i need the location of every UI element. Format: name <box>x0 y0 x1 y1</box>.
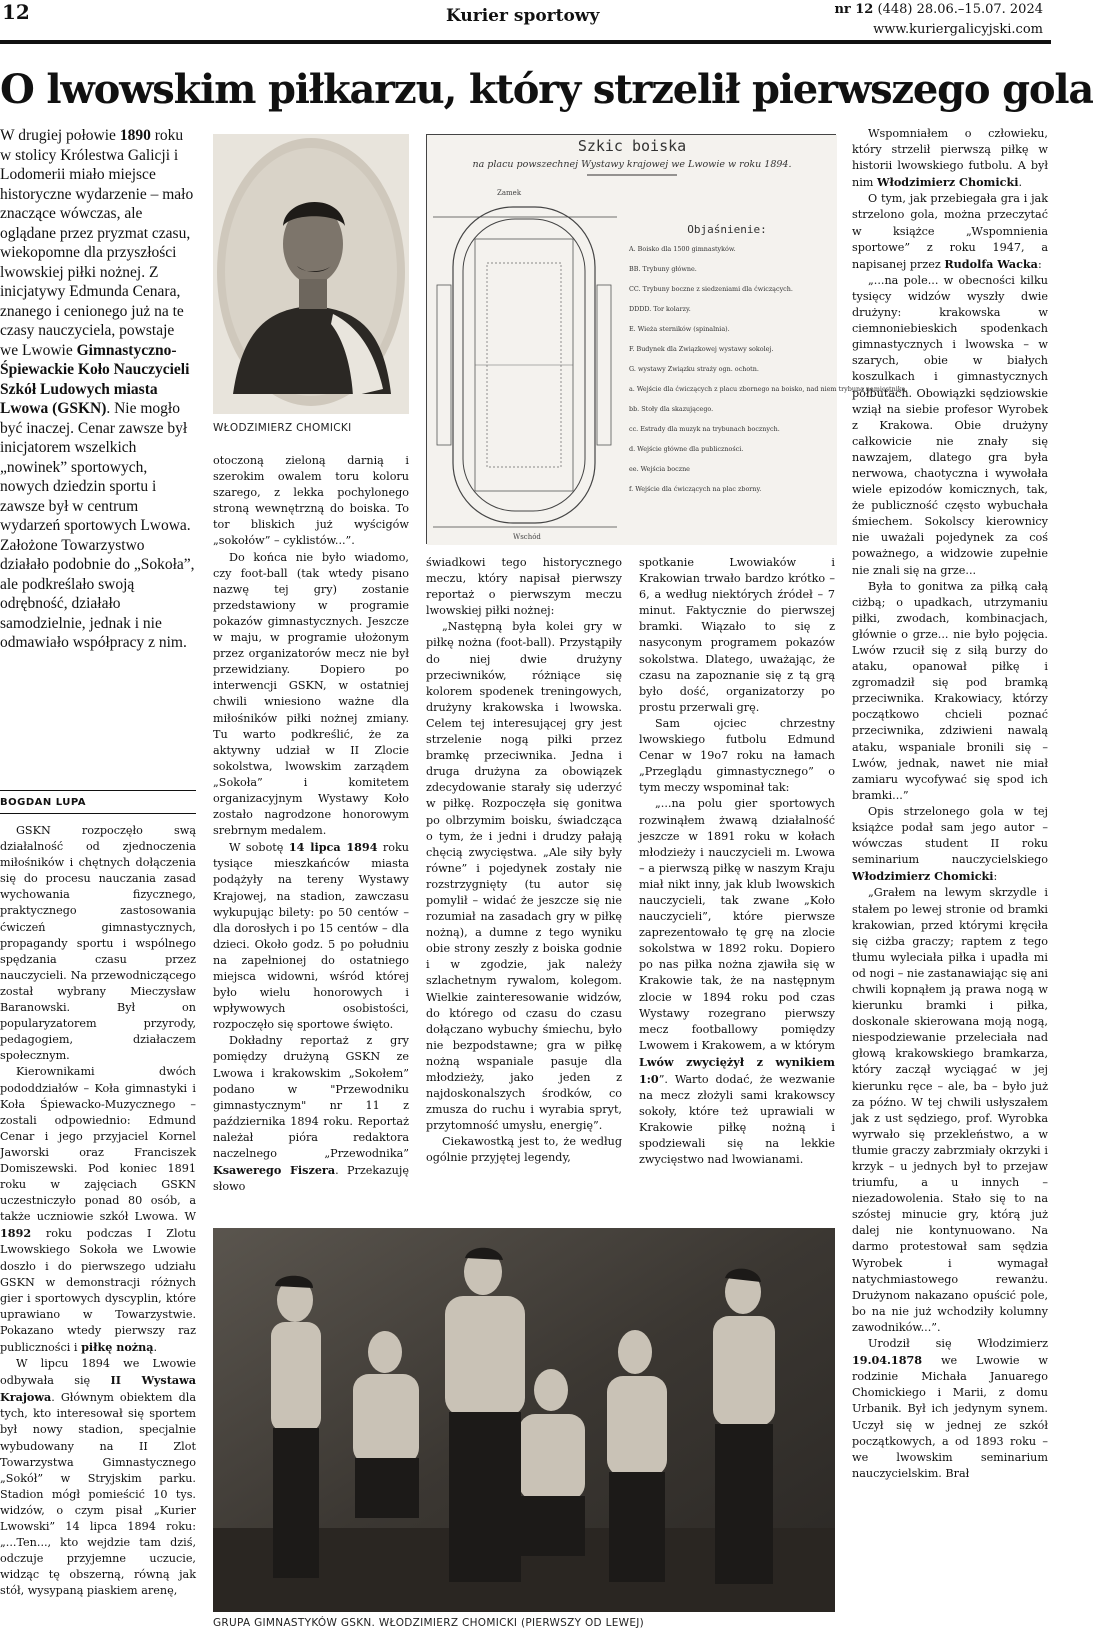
paragraph: Dokładny reportaż z gry pomiędzy drużyną GSKN ze Lwowa i krakowskim „Sokołem” podano w "Przewodniku gimnastycznym" nr 11 z października 1894 roku. Reportaż należał pióra redaktora naczelnego „Przewodnika” Ksawerego Fiszera. Przekazuję słowo <box>213 1034 409 1194</box>
article-column-2 <box>213 453 409 1221</box>
website-link[interactable]: www.kuriergalicyjski.com <box>873 22 1043 37</box>
portrait-photo <box>213 134 409 414</box>
lead-text: roku w stolicy Królestwa Galicji i Lodomerii miało miejsce historyczne wydarzenie – mało znaczące wówczas, ale oglądane przez pryzmat czasu, wiekopomne dla przyszłości lwowskiej piłki nożnej. Z inicjatywy Edmunda Cenara, znanego i cenionego już na te czasy nauczyciela, powstaje we Lwowie <box>0 127 194 359</box>
byline-rule <box>0 790 196 791</box>
sketch-subtitle: na placu powszechnej Wystawy krajowej we Lwowie w roku 1894. <box>472 159 792 170</box>
legend-title: Objaśnienie: <box>687 223 767 236</box>
group-photo <box>213 1228 835 1612</box>
legend-item: bb. Stoły dla skazującego. <box>629 405 714 413</box>
lead-text: W drugiej połowie <box>0 127 120 144</box>
issue-info <box>834 0 1043 40</box>
article-column-4 <box>639 555 835 1221</box>
issue-dates: (448) 28.06.–15.07. 2024 <box>873 2 1043 17</box>
legend-item: DDDD. Tor kolarzy. <box>629 305 691 313</box>
legend-item: A. Boisko dla 1500 gimnastyków. <box>629 245 736 253</box>
sketch-label-top: Zamek <box>497 189 522 197</box>
paragraph: „Następną była kolei gry w piłkę nożna (foot-ball). Przystąpiły do niej dwie drużyny przeciwników, różniące się kolorem spodenek treningowych, drużyny krakowska i lwowska. Celem tej interesującej gry jest strzelenie nogą piłki przez bramkę przeciwnika. Jedna i druga drużyna za obowiązek zdecydowanie starały się uderzyć w piłkę. Rozpoczęła się gonitwa po olbrzymim boisku, świadcząca o tym, że i jedni i drudzy pałają chęcią zwycięstwa. „Ale siły były równe” i pojedynek zostały nie rozstrzygnięty (tu autor się pomylił – widać że jeszcze się nie rozumiał na zasadach gry w piłkę nożną), a dumne z tego wyniku obie strony zeszły z boiska godnie i w zgodzie, jak należy szlachetnym rywalom, kolegom. Wielkie zainteresowanie widzów, do którego od czasu do czasu dołączano wybuchy śmiechu, było nie bezpodstawne; gra w piłkę nożną wspaniale pasuje dla młodzieży, jako jeden z najdoskonalszych środków, co zmusza do ruchu i wyrabia spryt, przytomność umysłu, energię”. <box>426 620 622 1133</box>
article-lead <box>0 126 196 653</box>
legend-item: a. Wejście dla ćwiczących z placu zbornego na boisko, nad niem trybuna namiestnika. <box>629 385 908 393</box>
article-headline: O lwowskim piłkarzu, który strzelił pierwszego gola <box>0 66 1093 113</box>
paragraph: W lipcu 1894 we Lwowie odbywała się II Wystawa Krajowa. Głównym obiektem dla tych, kto interesował się sportem był nowy stadion, specjalnie wybudowany na II Zlot Towarzystwa Gimnastycznego „Sokół” w Stryjskim parku. Stadion mógł pomieścić 10 tys. widzów, o czym pisał „Kurier Lwowski” 14 lipca 1894 roku: „...Ten..., kto wejdzie tam dziś, odczuje przyjemne uczucie, widząc tę obszerną, równą jak stół, wysypaną piaskiem arenę, <box>0 1357 196 1598</box>
paragraph: Kierownikami dwóch pododdziałów – Koła gimnastyki i Koła Śpiewacko-Muzycznego – zostali odpowiednio: Edmund Cenar i jego przyjaciel Kornel Jaworski oraz Franciszek Domiszewski. Pod koniec 1891 roku w zajęciach GSKN uczestniczyło ponad 80 osób, a także uczniowie szkół Lwowa. W 1892 roku podczas I Zlotu Lwowskiego Sokoła we Lwowie doszło i do pierwszego udziału GSKN w demonstracji różnych gier i sportowych dyscyplin, które uprawiano w Towarzystwie. Pokazano wtedy pierwszy raz publiczności i piłkę nożną. <box>0 1065 196 1354</box>
paragraph: Urodził się Włodzimierz 19.04.1878 we Lwowie w rodzinie Michała Januarego Chomickiego i Marii, z domu Urbanik. Był ich jedynym synem. Uczył się w jednej ze szkół początkowych, a od 1893 roku – we lwowskim seminarium nauczycielskim. Brał <box>852 1337 1048 1480</box>
legend-item: E. Wieża sterników (spinalnia). <box>629 325 730 333</box>
portrait-caption: WŁODZIMIERZ CHOMICKI <box>213 422 352 434</box>
legend-item: d. Wejście główne dla publiczności. <box>629 445 744 453</box>
paragraph: W sobotę 14 lipca 1894 roku tysiące mieszkańców miasta podążyły na tereny Wystawy Krajowej, na stadion, zawczasu wykupując bilety: po 50 centów – dla dorosłych i po 15 centów – dla dzieci. Około godz. 5 po południu na zapełnionej do ostatniego miejsca widowni, wśród której było wielu honorowych i wpływowych osobistości, rozpoczęło się sportowe święto. <box>213 840 409 1032</box>
lead-text: . Nie mogło być inaczej. Cenar zawsze był inicjatorem wszelkich „nowinek” sportowych, nowych dziedzin sportu i zawsze był w centrum wydarzeń sportowych Lwowa. Założone Towarzystwo działało podobnie do „Sokoła”, ale podkreślało swoją odrębność, działało samodzielnie, jednak i nie odmawiało współpracy z nim. <box>0 400 195 651</box>
header-rule <box>0 40 1051 44</box>
paragraph: świadkowi tego historycznego meczu, który napisał pierwszy reportaż o pierwszym meczu lwowskiej piłki nożnej: <box>426 556 622 618</box>
page-header <box>0 0 1051 44</box>
byline-rule <box>0 813 196 814</box>
lead-org: Gimnastyczno-Śpiewackie Koło Nauczycieli Szkół Ludowych miasta Lwowa (GSKN) <box>0 341 190 417</box>
article-column-1 <box>0 823 196 1623</box>
paragraph: O tym, jak przebiegała gra i jak strzelono gola, można przeczytać w książce „Wspomnienia sportowe” z roku 1947, a napisanej przez Rudolfa Wacka: <box>852 192 1048 271</box>
author-byline: BOGDAN LUPA <box>0 797 87 808</box>
paragraph: Wspomniałem o człowieku, który strzelił pierwszą piłkę w historii lwowskiego futbolu. A był nim Włodzimierz Chomicki. <box>852 127 1048 190</box>
issue-number: nr 12 <box>834 2 874 17</box>
photo-caption: GRUPA GIMNASTYKÓW GSKN. WŁODZIMIERZ CHOMICKI (PIERWSZY OD LEWEJ) <box>213 1617 645 1629</box>
legend-item: f. Wejście dla ćwiczących na plac zborny. <box>629 485 762 493</box>
paragraph: Opis strzelonego gola w tej książce podał sam jego autor – wówczas student II roku seminarium nauczycielskiego Włodzimierz Chomicki: <box>852 804 1048 884</box>
article-column-3 <box>426 555 622 1221</box>
legend-item: BB. Trybuny główne. <box>629 265 697 273</box>
paragraph: „Grałem na lewym skrzydle i stałem po lewej stronie od bramki krakowian, przed którymi kręciła się ciżba graczy; raptem z tego tłumu wyleciała piłka i upadła mi od nogi – nie zastanawiając się ani chwili kopnąłem ją prawa nogą w kierunku bramki i piłka, doskonale skierowana moją nogą, niespodziewanie przeleciała nad głową krakowskiego bramkarza, który zaczął wyciągać w jej kierunku ręce – ale, ba – było już za późno. W tej chwili usłyszałem jak z ust sędziego, prof. Wyrobka wyrwało się przekleństwo, a w tłumie graczy zabrzmiały okrzyki i krzyk – u jednych był to przejaw triumfu, a u innych – niezadowolenia. Stało się to na szóstej minucie gry, którą już dalej nie kontynuowano. Na darmo protestował sam sędzia Wyrobek i wymagał natychmiastowego rewanżu. Drużynom nakazano opuścić pole, bo na nie już wchodziły kolumny zawodników...”. <box>852 886 1048 1334</box>
sketch-title: Szkic boiska <box>577 137 687 155</box>
legend-item: ee. Wejścia boczne <box>629 465 690 473</box>
article-column-5 <box>852 126 1048 1626</box>
stadium-sketch <box>426 134 908 544</box>
paragraph: otoczoną zieloną darnią i szerokim owalem toru koloru szarego, z lekka pochylonego stroną wewnętrzną do boiska. To tor bliskich już wyścigów „sokołów” – cyklistów...”. <box>213 454 409 548</box>
paragraph: Była to gonitwa za piłką całą ciżbą; o upadkach, utrzymaniu piłki, zwodach, kombinacjach, głównie o grze... nie było pojęcia. Lwów rzucił się z siłą burzy do ataku, opanował piłkę i zgromadził się pod bramką przeciwnika. Krakowiacy, którzy początkowo chcieli poznać przeciwnika, zdziwieni nawalą ataku, wspaniale bronili się – Lwów, jednak, nawet nie miał zamiaru wycofywać się spod ich bramki...” <box>852 579 1048 802</box>
paragraph: „...na polu gier sportowych rozwinąłem żwawą działalność jeszcze w 1891 roku w kołach młodzieży i nauczycieli m. Lwowa – a pierwszą piłkę w naszym Kraju miał nikt inny, jak klub lwowskich nauczycieli, tak zwane „Koło nauczycieli”, które pierwsze zaprezentowało tę grę na zlocie sokolstwa w 1892 roku. Dopiero po nas piłka nożna zjawiła się w Krakowie tak, że na następnym zlocie w 1894 roku pod czas Wystawy rozegrano pierwszy mecz footballowy pomiędzy Lwowem i Krakowem, a w którym Lwów zwyciężył z wynikiem 1:0”. Warto dodać, że wezwanie na mecz złożyli sami krakowscy sokoły, które też uprawiali w Krakowie piłkę nożną i spodziewali się na lekkie zwycięstwo nad lwowianami. <box>639 797 835 1167</box>
paragraph: „...na pole... w obecności kilku tysięcy widzów wyszły dwie drużyny: krakowska w ciemnoniebieskich spodenkach gimnastycznych i lwowska – w szarych, obie w białych koszulkach i gimnastycznych półbutach. Obowiązki sędziowskie wziął na siebie profesor Wyrobek z Krakowa. Obie drużyny całkowicie nie znały się nawzajem, dlatego gra była nerwowa, chaotyczna i wywołała wiele epizodów komicznych, tak, że publiczność często wybuchała śmiechem. Sokolscy kierownicy nie uważali pojedynek za coś poważnego, a widzowie zupełnie nie znali się na grze... <box>852 273 1048 577</box>
legend-item: CC. Trybuny boczne z siedzeniami dla ćwiczących. <box>629 285 793 293</box>
legend-item: G. wystawy Związku straży ogn. ochotn. <box>629 365 759 373</box>
paragraph: spotkanie Lwowiaków i Krakowian trwało bardzo krótko – 6, a według niektórych źródeł – 7 minut. Faktycznie do pierwszej bramki. Wiązało to się z nasyconym programem pokazów sokolstwa. Dlatego, uważając, że czasu na zapoznanie się z tą grą było dość, organizatorzy po prostu przerwali grę. <box>639 556 835 714</box>
legend-item: cc. Estrady dla muzyk na trybunach bocznych. <box>629 425 780 433</box>
legend-item: F. Budynek dla Związkowej wystawy sokolej. <box>629 345 774 353</box>
paragraph: Sam ojciec chrzestny lwowskiego futbolu Edmund Cenar w 19o7 roku na łamach „Przeglądu gimnastycznego” o tym meczy wspominał tak: <box>639 716 835 795</box>
page-number: 12 <box>2 0 30 24</box>
lead-year: 1890 <box>119 127 151 144</box>
paragraph: Do końca nie było wiadomo, czy foot-ball (tak wtedy pisano nazwę tej gry) zostanie przedstawiony w programie pokazów gimnastycznych. Jeszcze w maju, w programie ułożonym przez organizatorów mecz nie był przewidziany. Dopiero po interwencji GSKN, w ostatniej chwili wniesiono ważne dla miłośników piłki nożnej zmiany. Tu warto podkreślić, że za aktywny udział w II Zlocie sokolstwa, lwowskim zarządem „Sokoła” i komitetem organizacyjnym Wystawy Koło zostało nagrodzone honorowym srebrnym medalem. <box>213 550 409 838</box>
paragraph: GSKN rozpoczęło swą działalność od zjednoczenia miłośników i chętnych dołączenia się do procesu nauczania zasad wychowania fizycznego, praktycznego zastosowania ćwiczeń gimnastycznych, propagandy sportu i wspólnego spędzania czasu przez nauczycieli. Na przewodniczącego został wybrany Mieczysław Baranowski. Był on popularyzatorem przyrody, pedagogiem, działaczem społecznym. <box>0 824 196 1063</box>
sketch-label-bottom: Wschód <box>513 533 541 541</box>
section-title: Kurier sportowy <box>446 6 600 26</box>
paragraph: Ciekawostką jest to, że według ogólnie przyjętej legendy, <box>426 1135 622 1165</box>
